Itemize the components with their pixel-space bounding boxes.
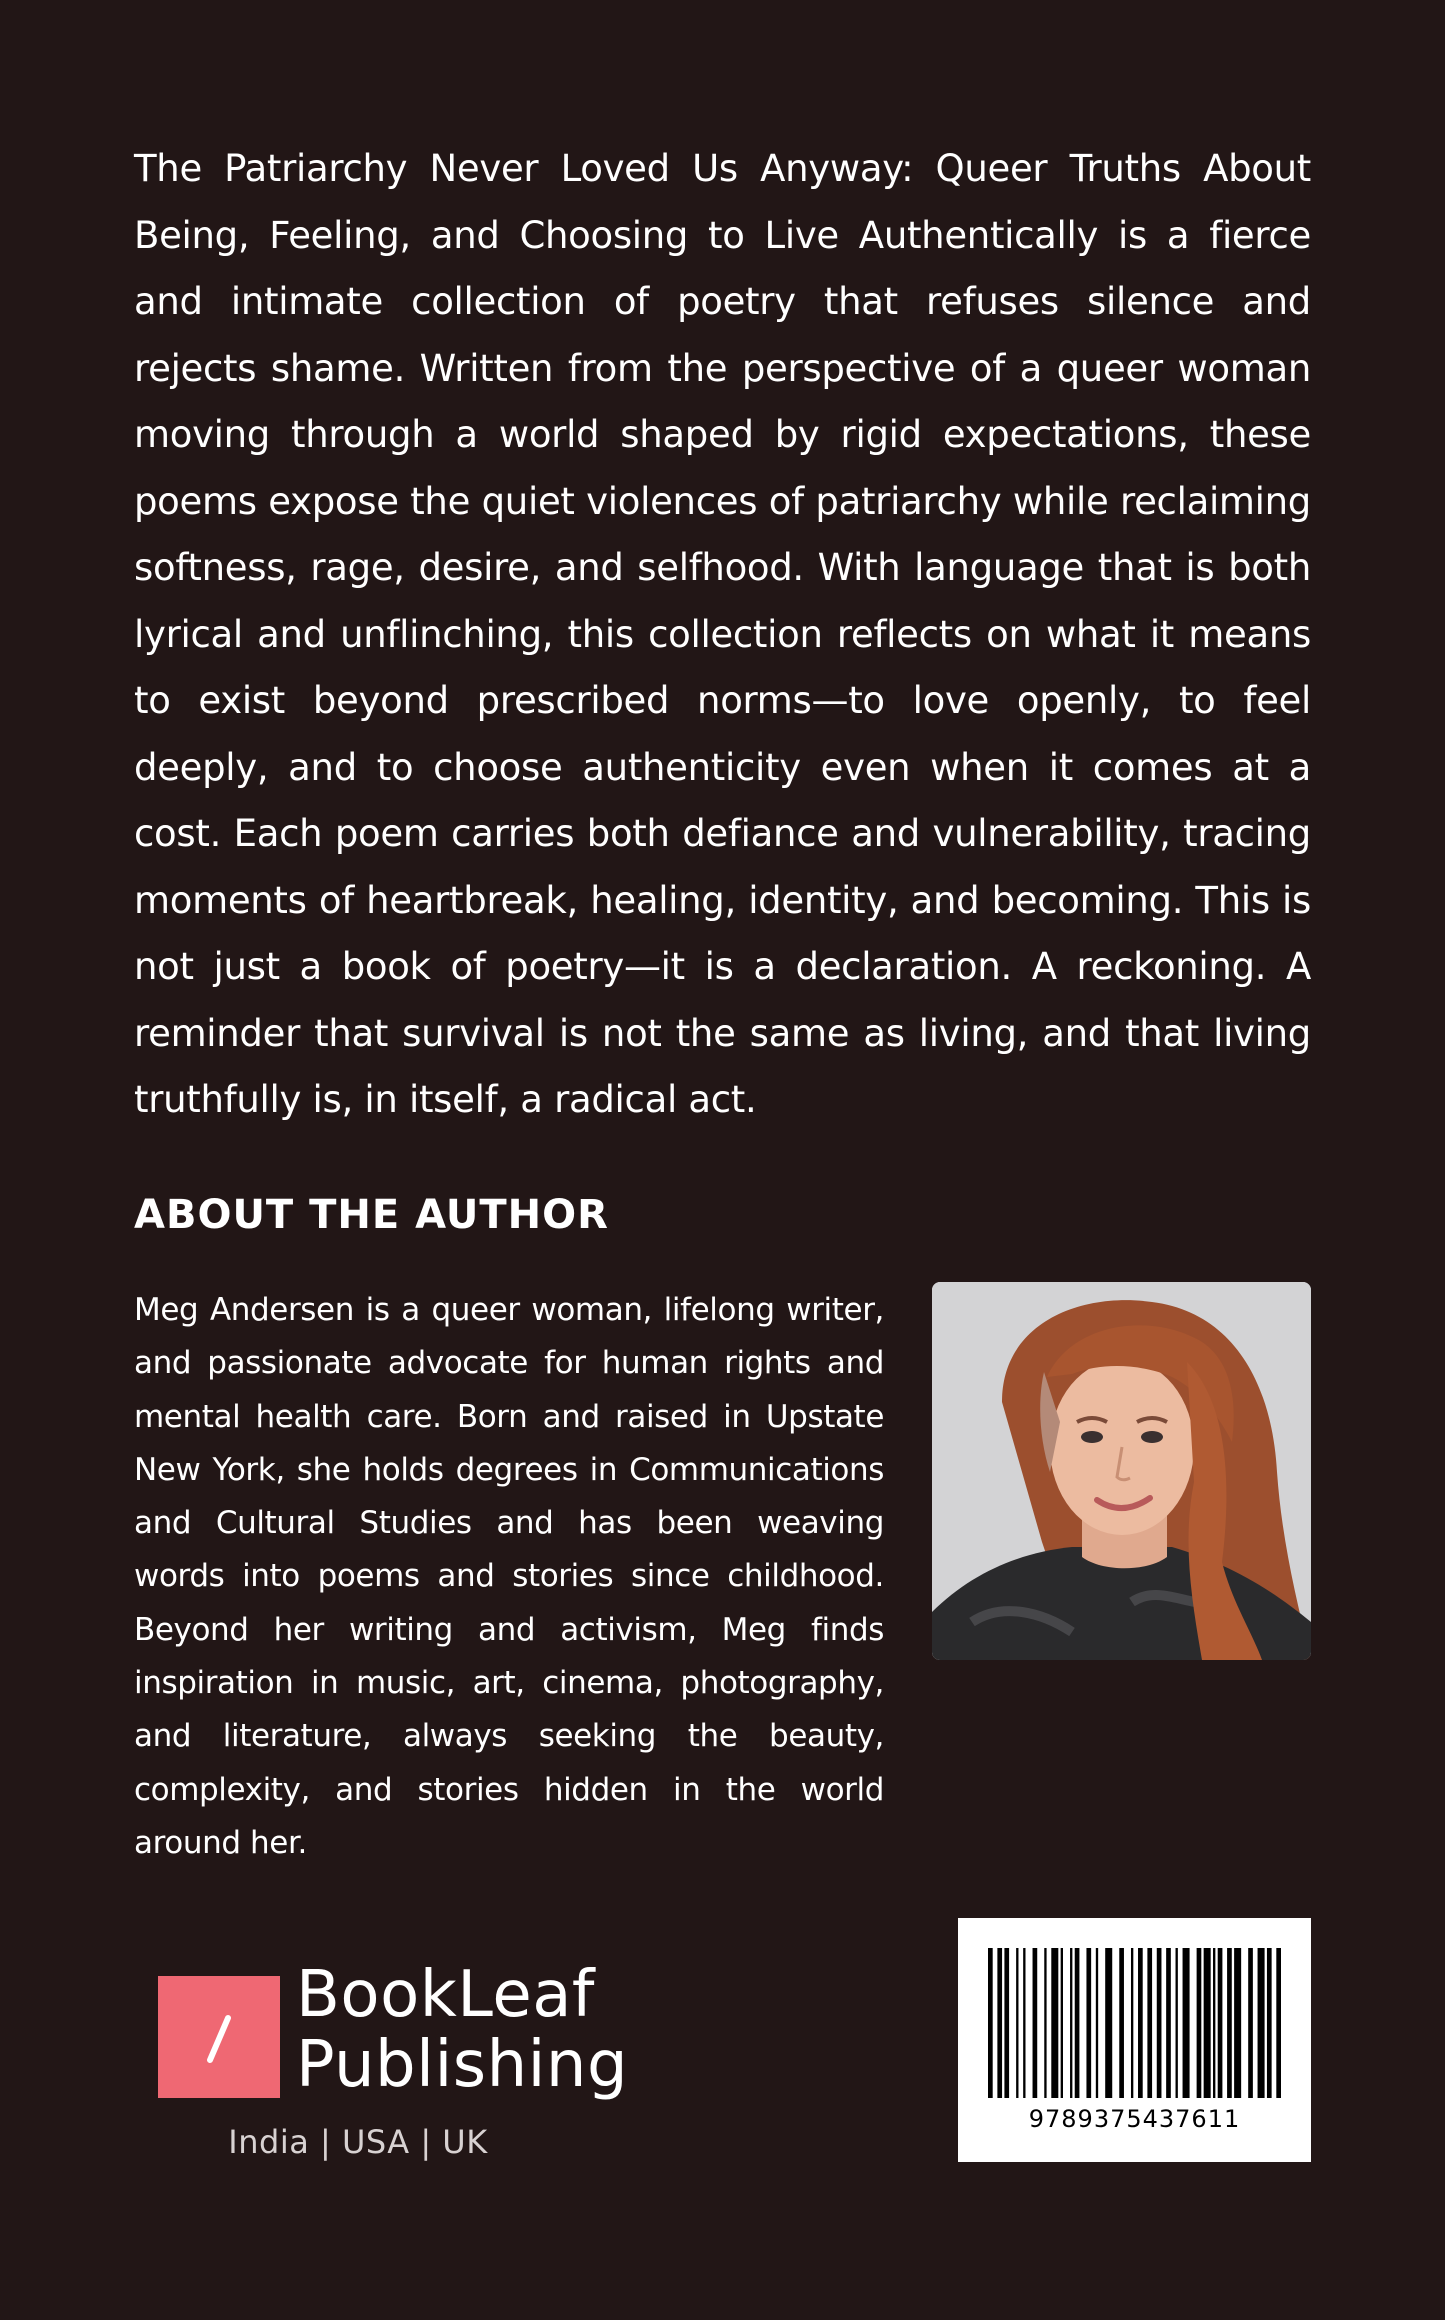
book-description: The Patriarchy Never Loved Us Anyway: Queer Truths About Being, Feeling, and Choosing to Live Authentically is a fierce and intimate collection of poetry that refuses silence and rejects shame. Written from the perspective of a queer woman moving through a world shaped by rigid expectations, these poems expose the quiet violences of patriarchy while reclaiming softness, rage, desire, and selfhood. With language that is both lyrical and unflinching, this collection reflects on what it means to exist beyond prescribed norms—to love openly, to feel deeply, and to choose authenticity even when it comes at a cost. Each poem carries both defiance and vulnerability, tracing moments of heartbreak, healing, identity, and becoming. This is not just a book of poetry—it is a declaration. A reckoning. A reminder that survival is not the same as living, and that living truthfully is, in itself, a radical act. [134, 147, 1311, 1121]
barcode-bar [1166, 1948, 1171, 2098]
barcode-bar [1213, 1948, 1215, 2098]
barcode-bar [988, 1948, 993, 2098]
bookleaf-logo-icon [158, 1976, 280, 2098]
barcode-bar [1258, 1948, 1265, 2098]
barcode-bar [1044, 1948, 1046, 2098]
barcode-bar [1204, 1948, 1211, 2098]
barcode-bar [1176, 1948, 1178, 2098]
author-photo [932, 1282, 1311, 1660]
author-bio: Meg Andersen is a queer woman, lifelong writer, and passionate advocate for human rights and mental health care. Born and raised in Upstate New York, she holds degrees in Communications and Cultural Studies and has been weaving words into poems and stories since childhood. Beyond her writing and activism, Meg finds inspiration in music, art, cinema, photography, and literature, always seeking the beauty, complexity, and stories hidden in the world around her. [134, 1292, 884, 1861]
barcode-bar [1197, 1948, 1202, 2098]
barcode-bar [1227, 1948, 1232, 2098]
barcode-bar [1105, 1948, 1112, 2098]
barcode-bar [1276, 1948, 1281, 2098]
barcode-bar [1218, 1948, 1223, 2098]
barcode-bar [1033, 1948, 1038, 2098]
publisher-regions: India | USA | UK [228, 2123, 488, 2161]
barcode-bar [1131, 1948, 1133, 2098]
barcode-bar [1183, 1948, 1190, 2098]
barcode-bar [1234, 1948, 1241, 2098]
barcode-bar [1267, 1948, 1272, 2098]
barcode-bar [1086, 1948, 1091, 2098]
barcode-bar [1138, 1948, 1143, 2098]
barcode-bar [997, 1948, 1002, 2098]
barcode-bar [1051, 1948, 1058, 2098]
barcode-bar [1147, 1948, 1152, 2098]
barcode-bar [1061, 1948, 1063, 2098]
author-portrait-image [932, 1282, 1311, 1660]
barcode-bar [1248, 1948, 1253, 2098]
barcode-bar [1119, 1948, 1124, 2098]
publisher-name-line1: BookLeaf [296, 1958, 595, 2032]
publisher-name-line2: Publishing [296, 2028, 629, 2102]
barcode-bar [1004, 1948, 1009, 2098]
barcode-bar [1096, 1948, 1098, 2098]
isbn-number: 9789375437611 [1028, 2105, 1241, 2133]
barcode-bar [1016, 1948, 1018, 2098]
about-author-heading: ABOUT THE AUTHOR [134, 1192, 609, 1238]
publisher-name [296, 1960, 628, 2100]
barcode-icon [988, 1948, 1281, 2098]
barcode-bar [1157, 1948, 1162, 2098]
barcode-bar [1075, 1948, 1080, 2098]
isbn-barcode [958, 1918, 1311, 2162]
barcode-bar [1023, 1948, 1025, 2098]
barcode-bar [1070, 1948, 1072, 2098]
